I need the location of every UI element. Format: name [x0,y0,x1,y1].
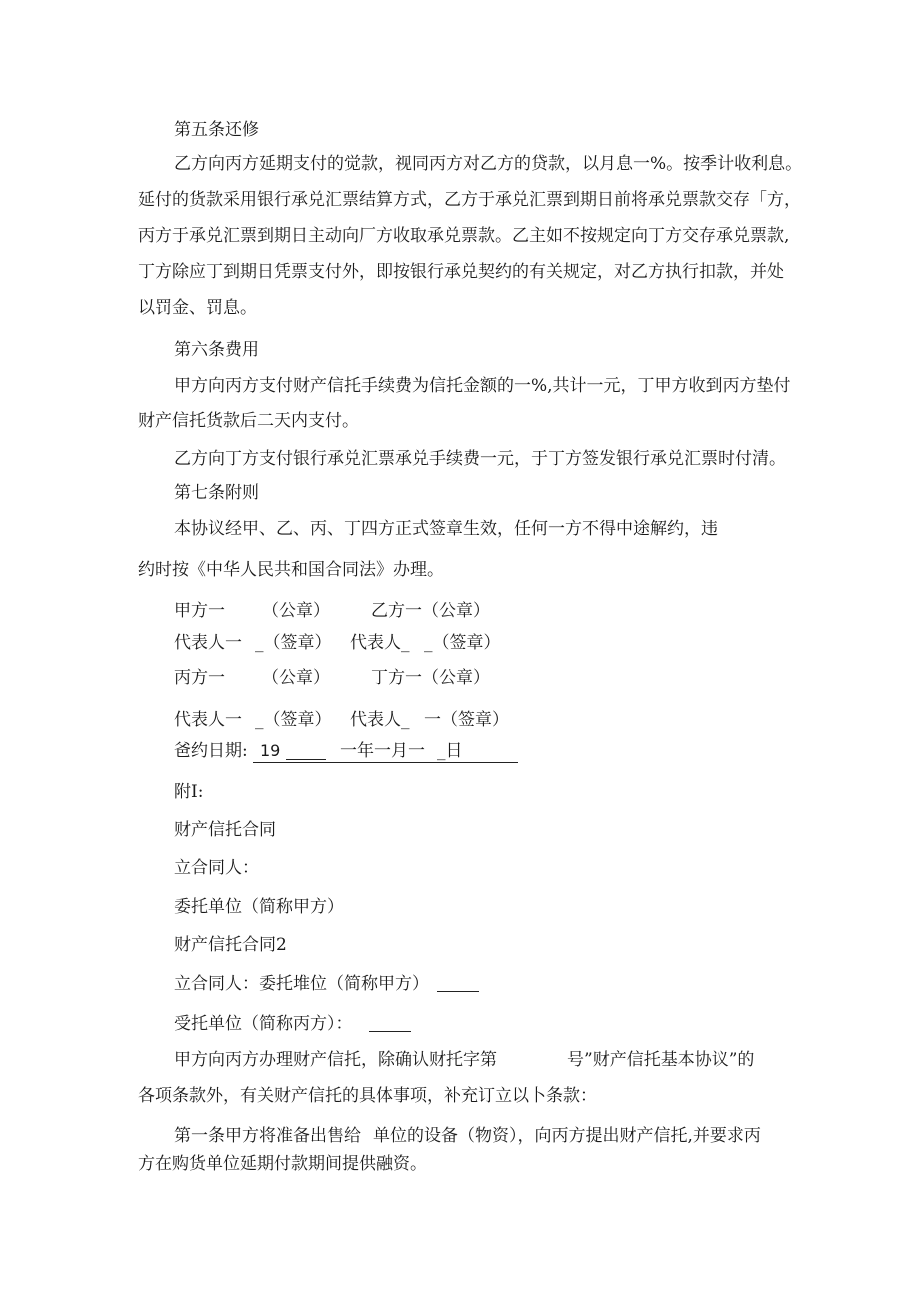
rep-a-label: 代表人一 [174,633,242,653]
article-5-line-4: 丁方除应丁到期日凭票支付外，即按银行承兑契约的有关规定，对乙方执行扣款，并处 [138,262,784,282]
signing-date-month: 一年一月一 [340,741,425,761]
rep-a-sign: _（签章） [255,633,332,653]
signing-date-year: 19 [260,741,281,760]
party-c-label: 丙方一 [174,668,225,688]
signing-date-label: 爸约日期: [174,741,248,761]
clause-1-line-2: 方在购货单位延期付款期间提供融资。 [138,1154,427,1174]
party-d-seal: 丁方一（公章） [371,668,490,688]
article-5-line-5: 以罚金、罚息。 [138,298,257,318]
article-5-heading: 第五条还修 [174,120,259,140]
article-6-p1-line-1: 甲方向丙方支付财产信托手续费为信托金额的一%,共计一元，丁甲方收到丙方垫付 [174,376,791,396]
rep-c-label: 代表人一 [174,710,242,730]
rep-b-label: 代表人_ [350,633,410,653]
party-c-seal: （公章） [262,668,330,688]
blank-underline-2 [369,1031,411,1032]
article-7-heading: 第七条附则 [174,483,259,503]
article-7-p1: 本协议经甲、乙、丙、丁四方正式签章生效，任何一方不得中途解约，违 [174,519,718,539]
party-a-seal: （公章） [262,601,330,621]
rep-d-label: 代表人_ [350,710,410,730]
para-line-1a: 甲方向丙方办理财产信托，除确认财托字第 [174,1050,497,1070]
blank-underline-1 [437,991,479,992]
contract-2-entrusted-unit: 受托单位（简称丙方）： [174,1014,353,1034]
article-6-heading: 第六条费用 [174,340,259,360]
para-line-1b: 号”财产信托基本协议”的 [567,1050,755,1070]
contract-1-parties: 立合同人： [174,858,259,878]
rep-b-sign: _（签章） [424,633,501,653]
article-5-line-1: 乙方向丙方延期支付的觉款，视同丙方对乙方的贷款，以月息一%。按季计收利息。 [174,154,803,174]
para-line-2: 各项条款外，有关财产信托的具体事项，补充订立以卜条款： [138,1086,597,1106]
rep-d-sign: 一（签章） [424,710,509,730]
contract-2-parties: 立合同人：委托堆位（简称甲方） [174,974,429,994]
year-underline [286,759,326,760]
contract-2-title: 财产信托合同2 [174,935,287,955]
article-6-p1-line-2: 财产信托货款后二天内支付。 [138,411,359,431]
appendix-title: 附I: [174,782,204,802]
clause-1-line-1b: 单位的设备（物资），向丙方提出财产信托,并要求丙 [373,1126,761,1146]
contract-1-title: 财产信托合同 [174,820,276,840]
article-5-line-3: 丙方于承兑汇票到期日主动向厂方收取承兑票款。乙主如不按规定向丁方交存承兑票款, [138,226,790,246]
rep-c-sign: _（签章） [255,710,332,730]
signing-date-day: _日 [437,741,463,761]
date-underline [253,762,518,763]
clause-1-line-1a: 第一条甲方将准备出售给 [174,1126,361,1146]
party-a-label: 甲方一 [174,601,225,621]
article-5-line-2: 延付的货款采用银行承兑汇票结算方式，乙方于承兑汇票到期日前将承兑票款交存「方， [138,190,801,210]
contract-1-entrusting-unit: 委托单位（简称甲方） [174,897,344,917]
article-7-p2: 约时按《中华人民共和国合同法》办理。 [138,560,444,580]
article-6-p2: 乙方向丁方支付银行承兑汇票承兑手续费一元，于丁方签发银行承兑汇票时付清。 [174,449,786,469]
party-b-seal: 乙方一（公章） [371,601,490,621]
